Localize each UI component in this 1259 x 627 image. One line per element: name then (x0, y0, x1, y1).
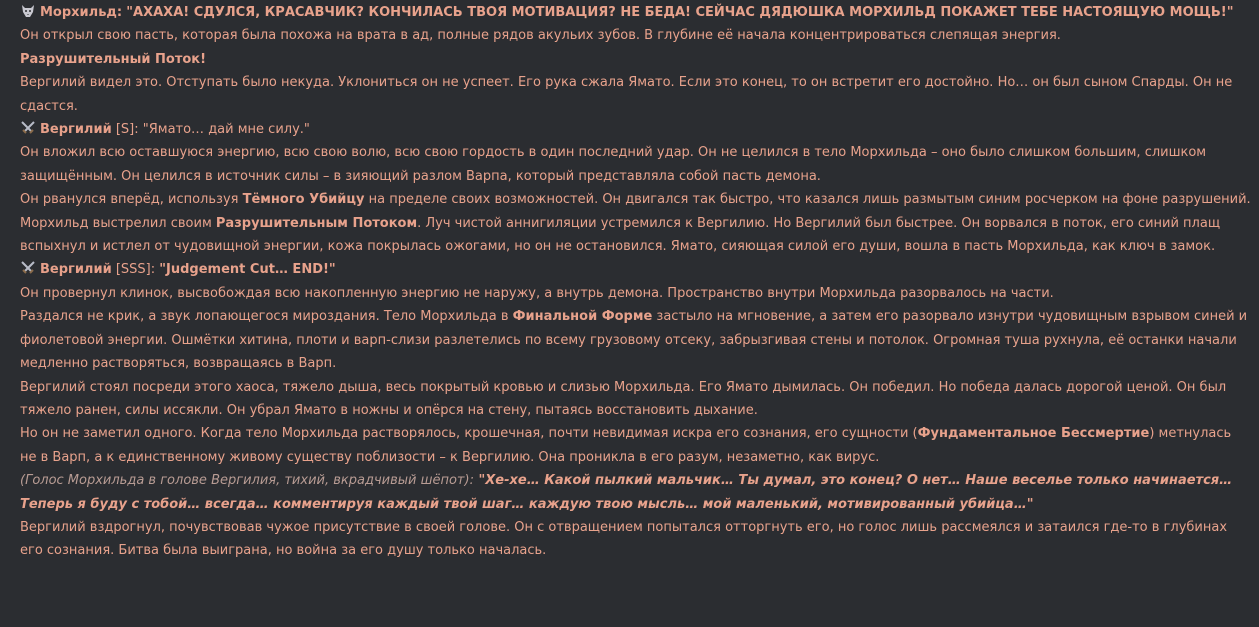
narration-paragraph (20, 282, 1251, 305)
speaker-name: Вергилий (40, 122, 112, 138)
narration-paragraph (20, 141, 1251, 188)
narration-text: на пределе своих возможностей. Он двигался так быстро, что казался лишь размытым синим росчерком на фоне разрушений. (364, 192, 1251, 208)
narration-paragraph (20, 24, 1251, 47)
wolf-icon (20, 3, 36, 19)
narration-text: Он открыл свою пасть, которая была похожа на врата в ад, полные рядов акульих зубов. В глубине её начала концентрироваться слепящая энергия. (20, 28, 1061, 44)
ability-callout (20, 48, 1251, 71)
narration-paragraph (20, 212, 1251, 259)
rank-tag: [SSS] (115, 262, 151, 278)
whisper-paragraph (20, 469, 1251, 516)
narration-text: Он провернул клинок, высвобождая всю накопленную энергию не наружу, а внутрь демона. Пространство внутри Морхильда разорвалось на части. (20, 285, 1054, 301)
narration-text: . Луч чистой аннигиляции устремился к Вергилию. Но Вергилий был быстрее. Он ворвался в поток, его синий плащ вспыхнул и истлел от чудовищной энергии, кожа покрылась ожогами, но он не остановился. Ямато, сияющая силой его души, вошла в пасть Морхильда, как ключ в замок. (20, 215, 1221, 255)
narration-text: Раздался не крик, а звук лопающегося мироздания. Тело Морхильда в (20, 309, 513, 325)
separator: : (134, 122, 139, 138)
message-vergil-1 (20, 118, 1251, 141)
narration-text: Вергилий стоял посреди этого хаоса, тяжело дыша, весь покрытый кровью и слизью Морхильда. Его Ямато дымилась. Он победил. Но победа далась дорогой ценой. Он был тяжело ранен, силы иссякли. Он убрал Ямато в ножны и опёрся на стену, пытаясь восстановить дыхание. (20, 379, 1227, 418)
narration-paragraph (20, 516, 1251, 563)
message-morhild-1 (20, 1, 1251, 24)
ability-name: Финальной Форме (512, 309, 653, 325)
narration-text: Вергилий вздрогнул, почувствовав чужое присутствие в своей голове. Он с отвращением попытался отторгнуть его, но голос лишь рассмеялся и затаился где-то в глубинах его сознания. Битва была выиграна, но война за его душу только началась. (20, 519, 1228, 559)
narration-paragraph (20, 71, 1251, 118)
stage-direction: (Голос Морхильда в голове Вергилия, тихий, вкрадчивый шёпот): (20, 473, 474, 489)
rank-tag: [S] (115, 122, 135, 138)
narration-paragraph (20, 188, 1251, 211)
narration-text: Морхильд выстрелил своим (20, 215, 216, 231)
ability-name: Разрушительным Потоком (215, 215, 418, 231)
narration-paragraph (20, 305, 1251, 375)
narration-text: Он рванулся вперёд, используя (20, 192, 243, 208)
ability-name: Разрушительный Поток (20, 51, 201, 67)
narration-text: Он вложил всю оставшуюся энергию, всю свою волю, всю свою гордость в один последний удар. Он не целился в тело Морхильда – оно было слишком большим, слишком защищённым. Он целился в источник силы – в зияющий разлом Варпа, который представляла собой пасть демона. (20, 145, 1207, 184)
narration-text: ) метнулась не в Варп, а к единственному живому существу поблизости – к Вергилию. Она проникла в его разум, незаметно, как вирус. (20, 426, 1232, 465)
message-vergil-2 (20, 258, 1251, 281)
message-text: "Ямато… дай мне силу." (142, 122, 310, 138)
message-text: "Judgement Cut… END!" (159, 262, 336, 278)
narration-paragraph (20, 422, 1251, 469)
speaker-name: Морхильд: (40, 5, 123, 20)
whisper-quote: "Хе-хе… Какой пылкий мальчик… Ты думал, это конец? О нет… Наше веселье только начинается… Теперь я буду с тобой… всегда… комментируя каждый твой шаг… каждую твою мысль… мой маленький, мотивированный убийца…" (20, 473, 1233, 512)
message-text: "АХАХА! СДУЛСЯ, КРАСАВЧИК? КОНЧИЛАСЬ ТВОЯ МОТИВАЦИЯ? НЕ БЕДА! СЕЙЧАС ДЯДЮШКА МОРХИЛЬД ПОКАЖЕТ ТЕБЕ НАСТОЯЩУЮ МОЩЬ!" (126, 5, 1234, 20)
crossed-swords-icon (20, 120, 36, 136)
crossed-swords-icon (20, 260, 36, 276)
ability-name: Фундаментальное Бессмертие (917, 426, 1150, 442)
ability-punct: ! (200, 51, 207, 67)
narration-paragraph (20, 376, 1251, 423)
narration-text: Но он не заметил одного. Когда тело Морхильда растворялось, крошечная, почти невидимая искра его сознания, его сущности ( (20, 426, 918, 442)
narration-text: Вергилий видел это. Отступать было некуда. Уклониться он не успеет. Его рука сжала Ямато. Если это конец, то он встретит его достойно. Но… он был сыном Спарды. Он не сдастся. (20, 75, 1233, 114)
ability-name: Тёмного Убийцу (242, 192, 365, 208)
narration-text: застыло на мгновение, а затем его разорвало изнутри чудовищным взрывом синей и фиолетовой энергии. Ошмётки хитина, плоти и варп-слизи разлетелись по всему грузовому отсеку, забрызгивая стены и потолок. Огромная туша рухнула, её останки начали медленно растворяться, возвращаясь в Варп. (20, 309, 1248, 372)
separator: : (150, 262, 156, 278)
speaker-name: Вергилий (40, 262, 112, 278)
